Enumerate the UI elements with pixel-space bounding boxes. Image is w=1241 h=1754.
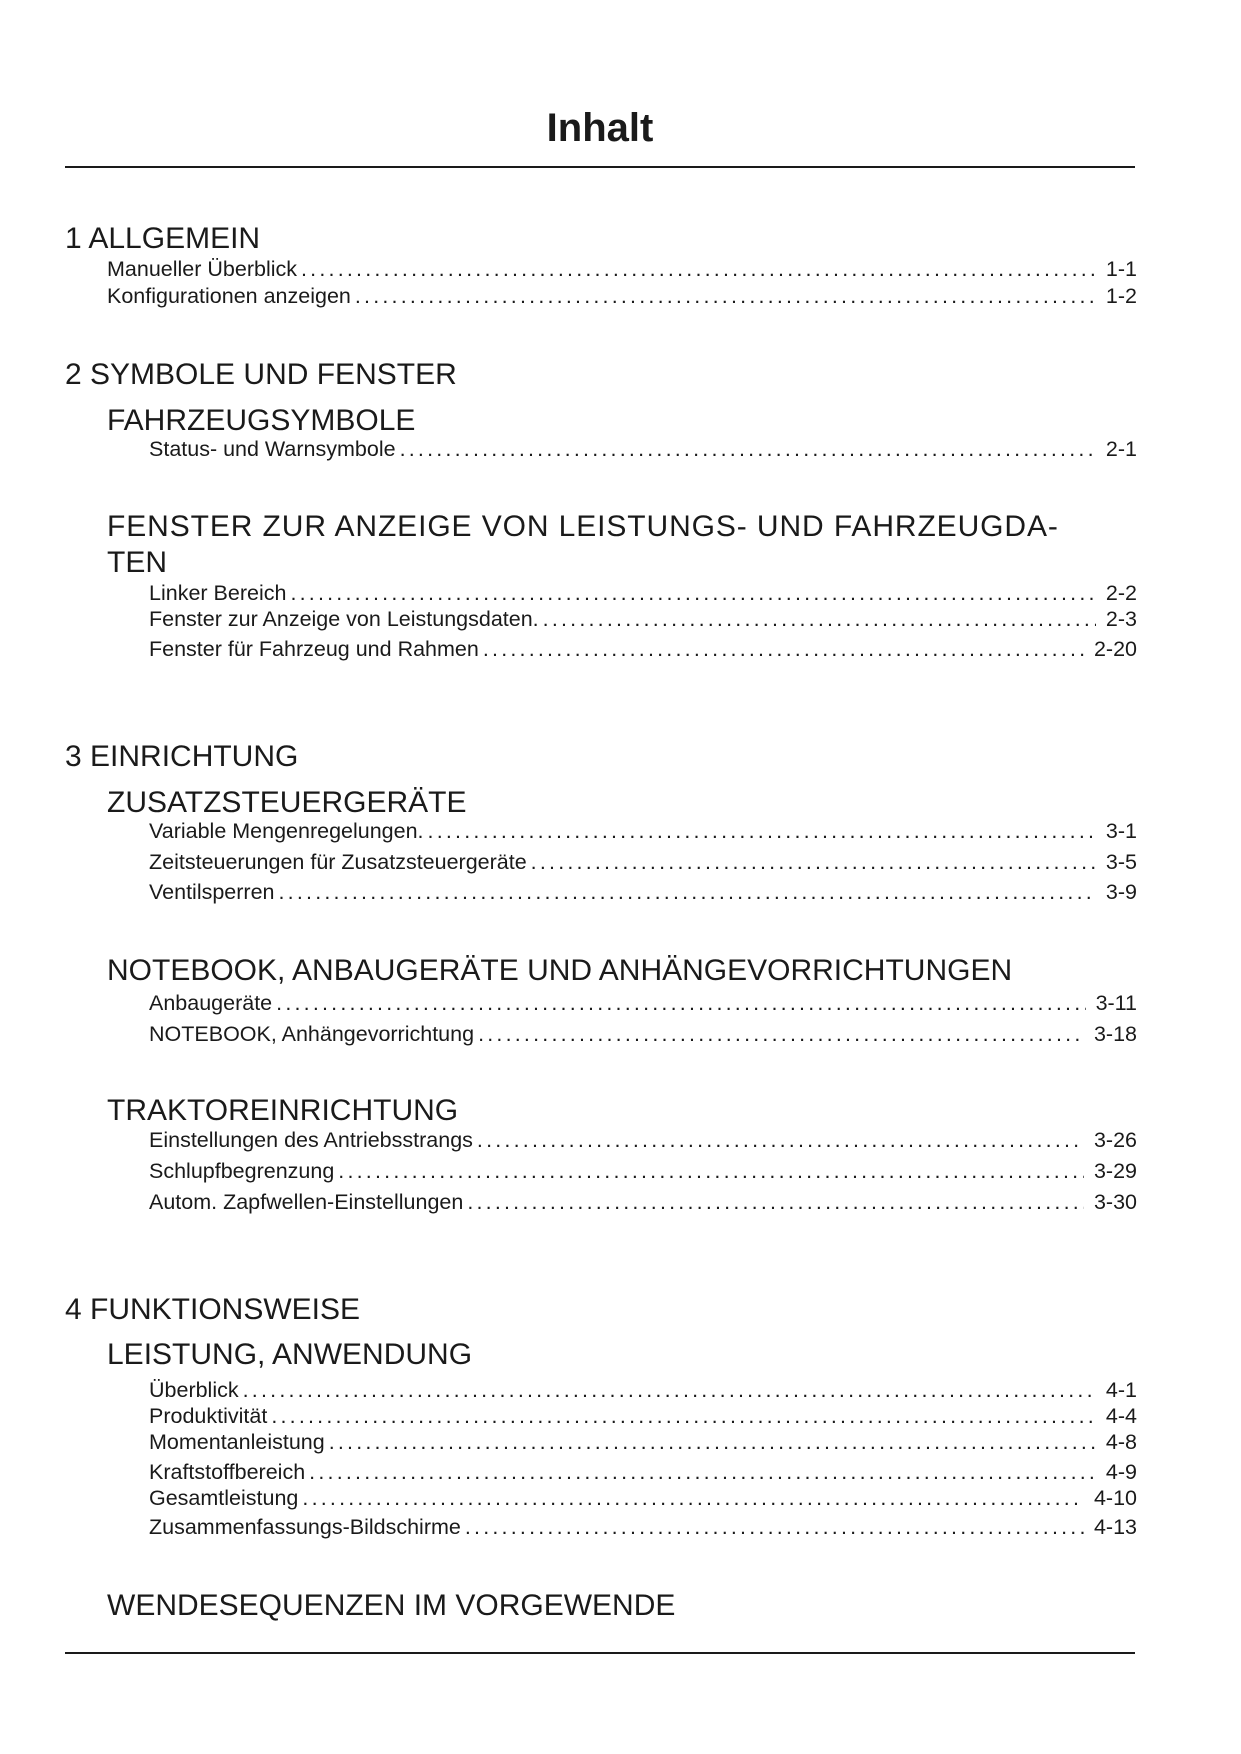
toc-entry[interactable] [107,283,1137,309]
toc-entry[interactable] [149,1403,1137,1429]
toc-entry-page: 2-1 [1105,437,1137,461]
chapter-2-heading: 2 SYMBOLE UND FENSTER [65,358,457,391]
leader-dots [338,1158,1084,1184]
leader-dots [467,1189,1084,1215]
toc-entry-page: 3-5 [1105,850,1137,874]
toc-entry-page: 2-2 [1105,581,1137,605]
toc-entry-page: 3-9 [1105,880,1137,904]
leader-dots [428,818,1096,844]
toc-entry[interactable] [149,1021,1137,1047]
toc-entry-page: 3-30 [1093,1190,1137,1214]
toc-entry-page: 2-3 [1105,607,1137,631]
toc-entry[interactable] [107,256,1137,282]
toc-entry-page: 4-8 [1105,1430,1137,1454]
leader-dots [301,256,1096,282]
toc-entry[interactable] [149,1459,1137,1485]
toc-entry-page: 4-13 [1093,1515,1137,1539]
toc-entry-title: Überblick [149,1378,239,1402]
toc-entry-title: Kraftstoffbereich [149,1460,306,1484]
page-title: Inhalt [546,106,654,150]
toc-entry[interactable] [149,636,1137,662]
toc-entry[interactable] [149,1514,1137,1540]
leader-dots [329,1429,1096,1455]
toc-entry-title: Produktivität [149,1404,268,1428]
toc-entry-page: 1-2 [1105,284,1137,308]
toc-entry-title: Konfigurationen anzeigen [107,284,351,308]
section-heading: FAHRZEUGSYMBOLE [107,404,416,437]
toc-entry-title: Linker Bereich [149,581,287,605]
leader-dots [531,849,1096,875]
chapter-1-heading: 1 ALLGEMEIN [65,222,261,255]
toc-entry[interactable] [149,990,1137,1016]
chapter-3-heading: 3 EINRICHTUNG [65,740,299,773]
toc-entry[interactable] [149,1429,1137,1455]
toc-entry-page: 4-10 [1093,1486,1137,1510]
toc-entry-page: 3-1 [1105,819,1137,843]
section-heading: TRAKTOREINRICHTUNG [107,1094,459,1127]
section-heading: NOTEBOOK, ANBAUGERÄTE UND ANHÄNGEVORRICHTUNGEN [107,954,1013,987]
toc-entry-title: Einstellungen des Antriebsstrangs [149,1128,473,1152]
toc-entry-page: 3-29 [1093,1159,1137,1183]
toc-entry[interactable] [149,1158,1137,1184]
toc-entry-title: Autom. Zapfwellen-Einstellungen [149,1190,464,1214]
toc-entry-page: 3-26 [1093,1128,1137,1152]
leader-dots [290,580,1095,606]
section-heading: WENDESEQUENZEN IM VORGEWENDE [107,1589,676,1622]
toc-entry-page: 3-11 [1095,991,1137,1015]
toc-entry[interactable] [149,849,1137,875]
leader-dots [271,1403,1096,1429]
section-heading: FENSTER ZUR ANZEIGE VON LEISTUNGS- UND FAHRZEUGDA- [107,510,1059,543]
toc-entry-title: Anbaugeräte [149,991,273,1015]
section-heading: LEISTUNG, ANWENDUNG [107,1338,473,1371]
toc-entry-title: Zeitsteuerungen für Zusatzsteuergeräte [149,850,527,874]
leader-dots [477,1127,1084,1153]
toc-entry[interactable] [149,1189,1137,1215]
toc-entry-title: Zusammenfassungs-Bildschirme [149,1515,461,1539]
leader-dots [279,879,1096,905]
leader-dots [302,1485,1084,1511]
toc-entry-page: 2-20 [1093,637,1137,661]
section-heading-continued: TEN [107,546,167,579]
toc-entry-title: Ventilsperren [149,880,275,904]
toc-entry-page: 3-18 [1093,1022,1137,1046]
toc-entry-title: Fenster zur Anzeige von Leistungsdaten. [149,607,539,631]
toc-entry[interactable] [149,818,1137,844]
toc-entry[interactable] [149,436,1137,462]
toc-entry[interactable] [149,580,1137,606]
toc-entry-page: 1-1 [1105,257,1137,281]
toc-entry-title: Manueller Überblick [107,257,297,281]
leader-dots [400,436,1096,462]
toc-entry-page: 4-1 [1105,1378,1137,1402]
leader-dots [355,283,1096,309]
bottom-rule [65,1652,1135,1654]
toc-entry[interactable] [149,1127,1137,1153]
leader-dots [276,990,1085,1016]
toc-entry-title: NOTEBOOK, Anhängevorrichtung [149,1022,475,1046]
toc-entry-title: Gesamtleistung [149,1486,299,1510]
toc-entry[interactable] [149,1377,1137,1403]
leader-dots [543,606,1096,632]
toc-entry[interactable] [149,879,1137,905]
toc-entry-title: Status- und Warnsymbole [149,437,396,461]
leader-dots [478,1021,1084,1047]
leader-dots [243,1377,1096,1403]
toc-entry[interactable] [149,1485,1137,1511]
toc-entry-title: Variable Mengenregelungen. [149,819,424,843]
toc-entry-title: Fenster für Fahrzeug und Rahmen [149,637,479,661]
toc-entry-page: 4-4 [1105,1404,1137,1428]
leader-dots [465,1514,1084,1540]
leader-dots [483,636,1084,662]
top-rule [65,166,1135,168]
toc-entry-title: Momentanleistung [149,1430,325,1454]
toc-entry[interactable] [149,606,1137,632]
chapter-4-heading: 4 FUNKTIONSWEISE [65,1293,361,1326]
section-heading: ZUSATZSTEUERGERÄTE [107,786,467,819]
toc-entry-title: Schlupfbegrenzung [149,1159,335,1183]
leader-dots [309,1459,1096,1485]
toc-entry-page: 4-9 [1105,1460,1137,1484]
